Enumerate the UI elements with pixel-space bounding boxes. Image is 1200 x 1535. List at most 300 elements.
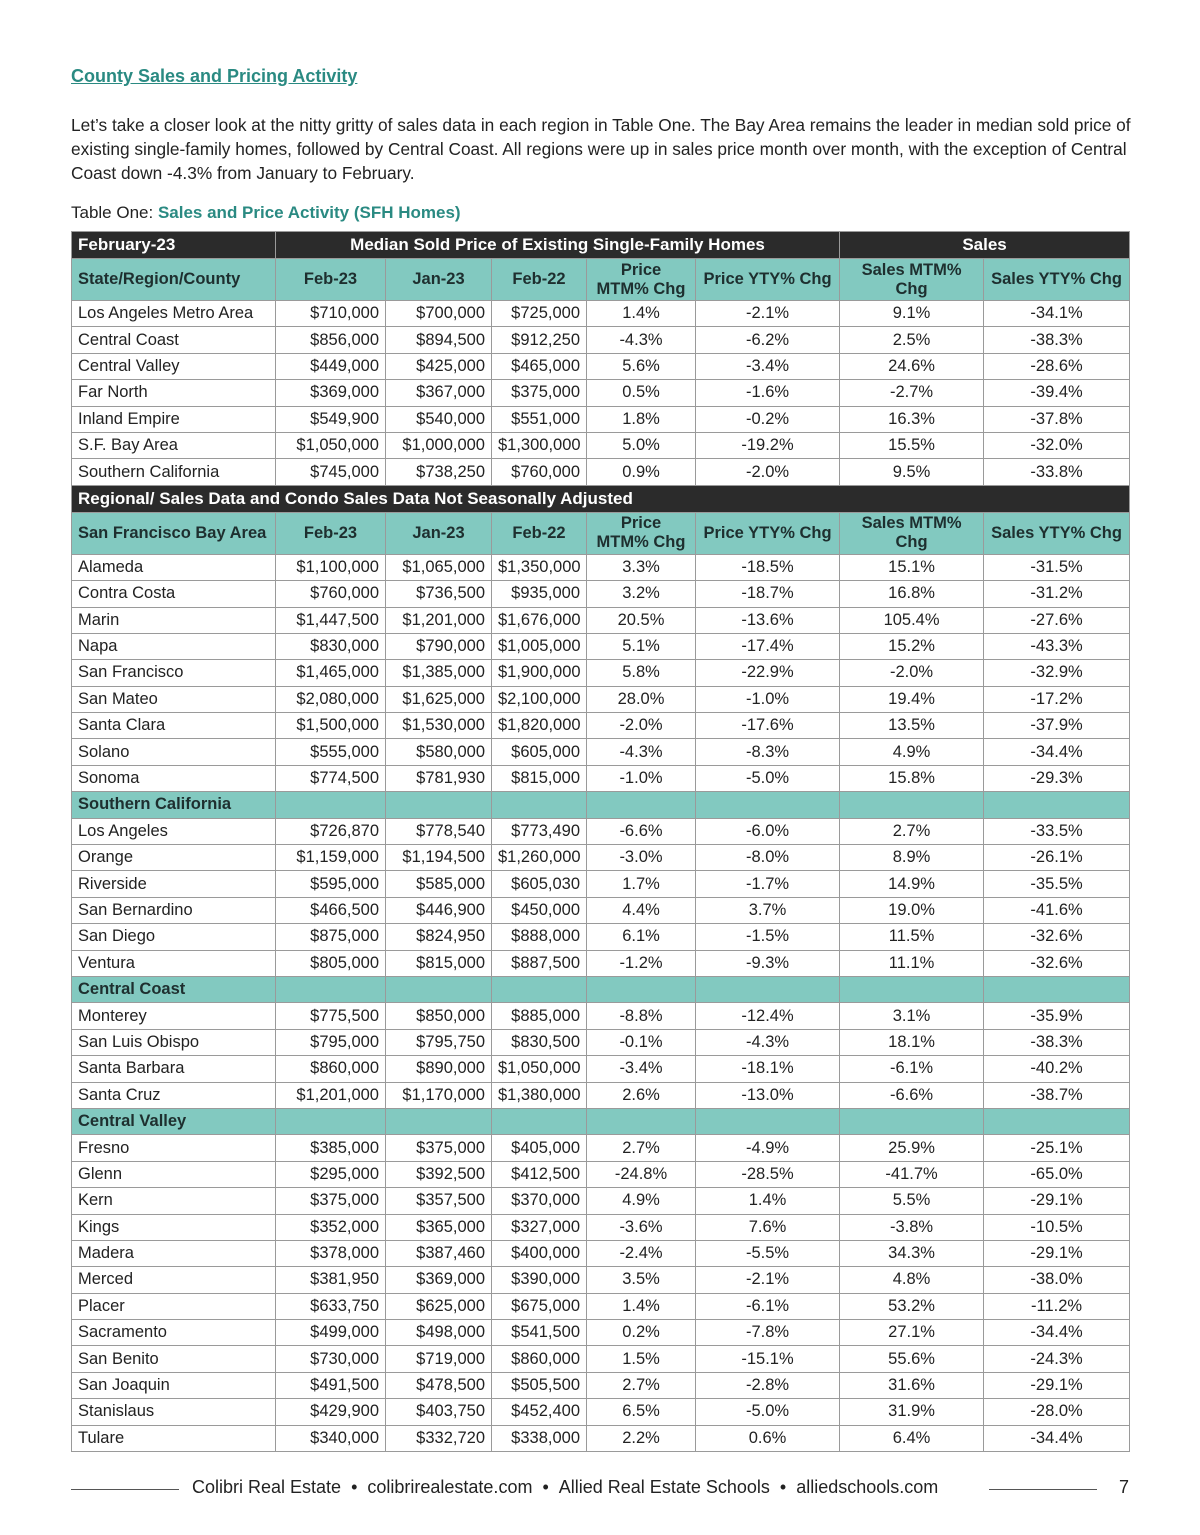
table-cell: -2.1% [696,301,840,327]
table-cell: $736,500 [386,581,492,607]
table-cell: $830,000 [276,633,386,659]
row-label: Sacramento [72,1320,276,1346]
table-cell: $549,900 [276,406,386,432]
table-cell: -6.2% [696,327,840,353]
table-cell: -29.3% [984,765,1130,791]
group-cell [840,1108,984,1134]
table-row [72,1161,1130,1187]
group-cell [984,792,1130,818]
table-cell: 0.9% [587,459,696,485]
table-cell: $760,000 [492,459,587,485]
table-cell: $375,000 [386,1135,492,1161]
table-cell: 4.9% [840,739,984,765]
table-cell: $1,005,000 [492,633,587,659]
table-cell: $1,380,000 [492,1082,587,1108]
table-cell: 9.1% [840,301,984,327]
table-cell: $1,350,000 [492,554,587,580]
table-row [72,1214,1130,1240]
row-label: Tulare [72,1425,276,1451]
group-header-row [72,792,1130,818]
table-cell: 6.1% [587,924,696,950]
table-cell: -4.3% [587,739,696,765]
table-cell: -1.0% [587,765,696,791]
table-cell: $1,260,000 [492,845,587,871]
group-cell [492,792,587,818]
table-row [72,1293,1130,1319]
row-label: San Benito [72,1346,276,1372]
column-header: San Francisco Bay Area [72,512,276,554]
table-cell: 5.0% [587,432,696,458]
table-cell: -2.0% [840,660,984,686]
group-cell [587,976,696,1002]
table-cell: $466,500 [276,897,386,923]
table-row [72,1188,1130,1214]
row-label: Santa Clara [72,713,276,739]
row-label: Central Valley [72,353,276,379]
row-label: Placer [72,1293,276,1319]
table-cell: $1,500,000 [276,713,386,739]
row-label: Central Coast [72,327,276,353]
table-row [72,897,1130,923]
table-cell: $357,500 [386,1188,492,1214]
table-cell: 13.5% [840,713,984,739]
table-cell: -2.1% [696,1267,840,1293]
table-cell: $774,500 [276,765,386,791]
table-row [72,950,1130,976]
row-label: San Diego [72,924,276,950]
table-cell: -22.9% [696,660,840,686]
column-header: Feb-23 [276,259,386,301]
row-label: San Joaquin [72,1372,276,1398]
table-cell: 16.3% [840,406,984,432]
table-cell: $1,170,000 [386,1082,492,1108]
column-header: State/Region/County [72,259,276,301]
group-cell [492,1108,587,1134]
table-top-header [72,232,1130,259]
table-cell: -1.0% [696,686,840,712]
table-cell: 1.4% [696,1188,840,1214]
table-cell: 15.8% [840,765,984,791]
table-row [72,1082,1130,1108]
table-cell: 2.7% [587,1372,696,1398]
table-cell: $446,900 [386,897,492,923]
group-cell [984,1108,1130,1134]
table-cell: $760,000 [276,581,386,607]
table-cell: 15.5% [840,432,984,458]
row-label: Stanislaus [72,1399,276,1425]
column-header: Price MTM% Chg [587,259,696,301]
table-cell: 53.2% [840,1293,984,1319]
table-cell: $340,000 [276,1425,386,1451]
row-label: Riverside [72,871,276,897]
table-cell: 24.6% [840,353,984,379]
group-cell [276,1108,386,1134]
table-row [72,1267,1130,1293]
table-cell: $860,000 [492,1346,587,1372]
table-cell: -41.6% [984,897,1130,923]
table-cell: -0.1% [587,1029,696,1055]
table-cell: $352,000 [276,1214,386,1240]
table-cell: $1,050,000 [492,1056,587,1082]
table-cell: -38.3% [984,327,1130,353]
table-cell: -32.9% [984,660,1130,686]
row-label: San Mateo [72,686,276,712]
table-cell: $405,000 [492,1135,587,1161]
table-cell: $1,820,000 [492,713,587,739]
table-cell: $403,750 [386,1399,492,1425]
table-row [72,432,1130,458]
table-cell: $1,194,500 [386,845,492,871]
table-cell: -1.7% [696,871,840,897]
table-cell: $795,000 [276,1029,386,1055]
table-cell: $856,000 [276,327,386,353]
page-number: 7 [1118,1477,1129,1497]
table-cell: -39.4% [984,380,1130,406]
table-cell: -8.0% [696,845,840,871]
table-cell: 3.5% [587,1267,696,1293]
table-cell: -4.9% [696,1135,840,1161]
table-cell: $555,000 [276,739,386,765]
table-cell: 3.2% [587,581,696,607]
table-cell: 15.2% [840,633,984,659]
group-header-row [72,976,1130,1002]
table-cell: 3.1% [840,1003,984,1029]
row-label: Napa [72,633,276,659]
table-cell: $633,750 [276,1293,386,1319]
table-cell: -25.1% [984,1135,1130,1161]
column-header: Feb-22 [492,259,587,301]
table-cell: 16.8% [840,581,984,607]
table-row [72,633,1130,659]
table-cell: -37.8% [984,406,1130,432]
table-cell: $1,065,000 [386,554,492,580]
table-cell: $885,000 [492,1003,587,1029]
table-cell: $815,000 [386,950,492,976]
table-cell: $1,900,000 [492,660,587,686]
group-label: Southern California [72,792,276,818]
table-cell: -12.4% [696,1003,840,1029]
table-cell: -9.3% [696,950,840,976]
footer-link[interactable]: colibrirealestate.com [367,1477,533,1497]
table-cell: 25.9% [840,1135,984,1161]
table-row [72,660,1130,686]
table-cell: -2.8% [696,1372,840,1398]
table-cell: -3.0% [587,845,696,871]
table-cell: -32.6% [984,950,1130,976]
group-cell [696,976,840,1002]
table-cell: $387,460 [386,1240,492,1266]
section-title: County Sales and Pricing Activity [71,66,358,86]
row-label: Marin [72,607,276,633]
table-cell: 18.1% [840,1029,984,1055]
table-cell: -29.1% [984,1372,1130,1398]
table-cell: $894,500 [386,327,492,353]
table-cell: 14.9% [840,871,984,897]
table-cell: $1,100,000 [276,554,386,580]
table-cell: -37.9% [984,713,1130,739]
group-cell [587,792,696,818]
table-row [72,554,1130,580]
table-cell: $327,000 [492,1214,587,1240]
table-cell: $1,530,000 [386,713,492,739]
footer-brand: Colibri Real Estate [192,1477,342,1497]
table-cell: -1.5% [696,924,840,950]
table-cell: $449,000 [276,353,386,379]
table-cell: -38.7% [984,1082,1130,1108]
table-cell: 1.4% [587,301,696,327]
footer-link[interactable]: alliedschools.com [796,1477,939,1497]
table-cell: $830,500 [492,1029,587,1055]
table-cell: $1,385,000 [386,660,492,686]
table-cell: $1,159,000 [276,845,386,871]
table-cell: $491,500 [276,1372,386,1398]
table-cell: -34.4% [984,1320,1130,1346]
table-cell: $605,030 [492,871,587,897]
table-row [72,380,1130,406]
table-cell: $745,000 [276,459,386,485]
table-cell: -13.6% [696,607,840,633]
table-cell: 5.6% [587,353,696,379]
table-cell: $452,400 [492,1399,587,1425]
row-label: Los Angeles Metro Area [72,301,276,327]
table-cell: $1,625,000 [386,686,492,712]
table-cell: 55.6% [840,1346,984,1372]
group-cell [587,1108,696,1134]
row-label: Glenn [72,1161,276,1187]
column-header: Feb-22 [492,512,587,554]
table-cell: $580,000 [386,739,492,765]
table-cell: -34.4% [984,739,1130,765]
table-cell: -11.2% [984,1293,1130,1319]
table-cell: $888,000 [492,924,587,950]
table-cell: -31.2% [984,581,1130,607]
table-cell: -17.2% [984,686,1130,712]
table-cell: $332,720 [386,1425,492,1451]
table-cell: 1.4% [587,1293,696,1319]
table-cell: -19.2% [696,432,840,458]
table-row [72,1240,1130,1266]
table-cell: $1,676,000 [492,607,587,633]
table-cell: 3.7% [696,897,840,923]
table-cell: $498,000 [386,1320,492,1346]
table-cell: 5.5% [840,1188,984,1214]
table-cell: $412,500 [492,1161,587,1187]
group-label: Central Coast [72,976,276,1002]
table-cell: $1,465,000 [276,660,386,686]
group-cell [386,792,492,818]
table-cell: -6.0% [696,818,840,844]
table-cell: -1.2% [587,950,696,976]
row-label: Contra Costa [72,581,276,607]
footer-brand: Allied Real Estate Schools [558,1477,770,1497]
group-cell [840,792,984,818]
table-row [72,353,1130,379]
table-cell: -28.5% [696,1161,840,1187]
table-cell: $367,000 [386,380,492,406]
sales-price-table [71,231,1130,1452]
row-label: Santa Barbara [72,1056,276,1082]
table-cell: -35.9% [984,1003,1130,1029]
row-label: Los Angeles [72,818,276,844]
table-cell: $778,540 [386,818,492,844]
table-cell: -17.6% [696,713,840,739]
table-cell: -34.4% [984,1425,1130,1451]
table-cell: -3.4% [587,1056,696,1082]
table-cell: $726,870 [276,818,386,844]
table-body [72,232,1130,1452]
table-cell: -24.8% [587,1161,696,1187]
table-cell: 4.8% [840,1267,984,1293]
table-cell: 1.8% [587,406,696,432]
table-cell: -4.3% [696,1029,840,1055]
table-cell: 2.7% [587,1135,696,1161]
table-cell: $370,000 [492,1188,587,1214]
table-cell: $790,000 [386,633,492,659]
table-cell: $719,000 [386,1346,492,1372]
table-cell: 27.1% [840,1320,984,1346]
table-cell: $1,201,000 [386,607,492,633]
table-cell: -2.0% [587,713,696,739]
regional-header-row [72,485,1130,512]
table-cell: -43.3% [984,633,1130,659]
column-header-row [72,512,1130,554]
table-cell: $775,500 [276,1003,386,1029]
column-header: Price YTY% Chg [696,512,840,554]
table-cell: $887,500 [492,950,587,976]
table-cell: 0.6% [696,1425,840,1451]
table-cell: -5.0% [696,765,840,791]
table-cell: $710,000 [276,301,386,327]
table-cell: -3.4% [696,353,840,379]
table-cell: $505,500 [492,1372,587,1398]
table-cell: $499,000 [276,1320,386,1346]
table-cell: -13.0% [696,1082,840,1108]
row-label: Alameda [72,554,276,580]
table-cell: $541,500 [492,1320,587,1346]
table-cell: $585,000 [386,871,492,897]
column-header: Price MTM% Chg [587,512,696,554]
table-row [72,406,1130,432]
table-cell: $381,950 [276,1267,386,1293]
table-cell: $390,000 [492,1267,587,1293]
table-cell: -2.4% [587,1240,696,1266]
table-cell: -27.6% [984,607,1130,633]
table-cell: 15.1% [840,554,984,580]
row-label: Solano [72,739,276,765]
table-cell: -5.5% [696,1240,840,1266]
table-row [72,1003,1130,1029]
row-label: Madera [72,1240,276,1266]
row-label: Inland Empire [72,406,276,432]
table-cell: -1.6% [696,380,840,406]
table-cell: $815,000 [492,765,587,791]
group-cell [696,1108,840,1134]
table-cell: -32.0% [984,432,1130,458]
table-cell: 11.5% [840,924,984,950]
table-cell: -3.8% [840,1214,984,1240]
group-cell [386,976,492,1002]
page-footer [71,1475,1129,1503]
table-cell: $551,000 [492,406,587,432]
table-cell: -17.4% [696,633,840,659]
table-cell: $700,000 [386,301,492,327]
table-cell: $890,000 [386,1056,492,1082]
table-cell: -28.0% [984,1399,1130,1425]
table-cell: $369,000 [276,380,386,406]
table-cell: $824,950 [386,924,492,950]
row-label: Merced [72,1267,276,1293]
table-cell: 0.2% [587,1320,696,1346]
row-label: Fresno [72,1135,276,1161]
row-label: San Bernardino [72,897,276,923]
table-cell: -18.1% [696,1056,840,1082]
table-cell: 4.9% [587,1188,696,1214]
table-cell: 6.4% [840,1425,984,1451]
table-cell: $478,500 [386,1372,492,1398]
table-cell: 19.4% [840,686,984,712]
table-cell: -29.1% [984,1188,1130,1214]
table-cell: $781,930 [386,765,492,791]
table-cell: -33.8% [984,459,1130,485]
table-cell: $605,000 [492,739,587,765]
table-cell: 3.3% [587,554,696,580]
table-cell: -31.5% [984,554,1130,580]
row-label: Sonoma [72,765,276,791]
group-cell [492,976,587,1002]
table-cell: $1,201,000 [276,1082,386,1108]
table-cell: 28.0% [587,686,696,712]
table-cell: -0.2% [696,406,840,432]
intro-paragraph: Let’s take a closer look at the nitty gritty of sales data in each region in Table One. The Bay Area remains the leader in median sold price of existing single-family homes, followed by Central Coast. All regions were up in sales price month over month, with the exception of Central Coast down -4.3% from January to February. [71,115,1131,183]
table-row [72,1346,1130,1372]
table-caption [71,203,461,223]
table-row [72,845,1130,871]
group-header-row [72,1108,1130,1134]
table-cell: -32.6% [984,924,1130,950]
regional-header: Regional/ Sales Data and Condo Sales Data Not Seasonally Adjusted [72,485,1130,512]
group-cell [984,976,1130,1002]
table-row [72,765,1130,791]
table-cell: $850,000 [386,1003,492,1029]
column-header: Jan-23 [386,512,492,554]
table-cell: $773,490 [492,818,587,844]
table-cell: -24.3% [984,1346,1130,1372]
table-cell: $912,250 [492,327,587,353]
table-row [72,1399,1130,1425]
footer-separator: • [542,1477,549,1497]
table-row [72,1029,1130,1055]
table-cell: -6.6% [587,818,696,844]
column-header: Sales YTY% Chg [984,259,1130,301]
table-cell: $365,000 [386,1214,492,1240]
group-cell [386,1108,492,1134]
table-cell: -65.0% [984,1161,1130,1187]
table-cell: -38.3% [984,1029,1130,1055]
table-cell: -28.6% [984,353,1130,379]
table-cell: $1,000,000 [386,432,492,458]
table-cell: -38.0% [984,1267,1130,1293]
row-label: San Luis Obispo [72,1029,276,1055]
table-cell: 8.9% [840,845,984,871]
table-row [72,1425,1130,1451]
table-row [72,739,1130,765]
table-cell: $450,000 [492,897,587,923]
row-label: Southern California [72,459,276,485]
table-row [72,1135,1130,1161]
table-cell: $392,500 [386,1161,492,1187]
table-cell: $295,000 [276,1161,386,1187]
table-row [72,686,1130,712]
